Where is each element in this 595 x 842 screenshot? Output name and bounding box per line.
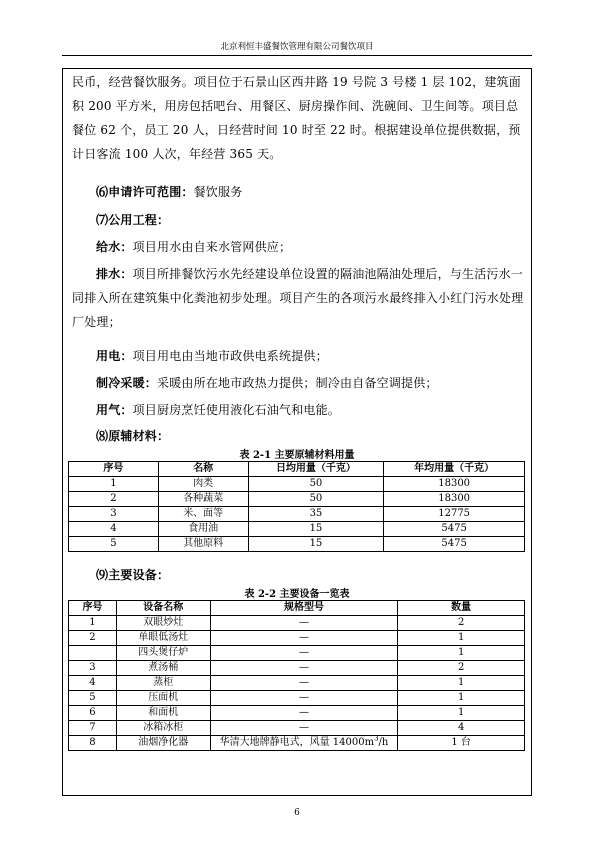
table-cell: 4 — [69, 676, 117, 691]
table-row — [69, 706, 525, 721]
table-cell: 3 — [69, 507, 159, 522]
header-rule — [62, 55, 532, 56]
equipment-label: ⑼主要设备： — [96, 568, 170, 582]
hvac — [72, 371, 524, 395]
table-cell: 18300 — [384, 477, 525, 492]
table-row — [69, 537, 525, 552]
table2-header-cell: 设备名称 — [116, 601, 210, 616]
table-cell: 食用油 — [158, 522, 248, 537]
table-cell: 5 — [69, 691, 117, 706]
drainage-text: 项目所排餐饮污水先经建设单位设置的隔油池隔油处理后，与生活污水一同排入所在建筑集中化粪池初步处理。项目产生的各项污水最终排入小红门污水处理厂处理； — [72, 267, 524, 329]
materials-table — [68, 461, 525, 552]
hvac-text: 采暖由所在地市政热力提供；制冷由自备空调提供； — [157, 376, 438, 390]
table2-caption: 表 2-2 主要设备一览表 — [244, 589, 350, 600]
table-cell: 8 — [69, 736, 117, 751]
table-row — [69, 522, 525, 537]
table-cell: — — [210, 691, 398, 706]
table-cell: 1 — [69, 616, 117, 631]
table-cell: 50 — [248, 492, 384, 507]
scope-text: 餐饮服务 — [193, 185, 243, 199]
table-cell: 15 — [248, 537, 384, 552]
power-text: 项目用电由当地市政供电系统提供； — [132, 349, 328, 363]
hvac-label: 制冷采暖： — [96, 376, 158, 390]
table-cell: 双眼炒灶 — [116, 616, 210, 631]
table-cell: 1 — [69, 477, 159, 492]
table1-header-row — [69, 462, 525, 477]
power-label: 用电： — [96, 349, 133, 363]
gas — [72, 398, 524, 422]
table-cell: — — [210, 676, 398, 691]
water-supply-label: 给水： — [96, 240, 133, 254]
section-equipment — [72, 563, 524, 587]
table-row — [69, 616, 525, 631]
table-row — [69, 631, 525, 646]
table-cell: 冰箱冰柜 — [116, 721, 210, 736]
table-cell: 煮汤桶 — [116, 661, 210, 676]
gas-text: 项目厨房烹饪使用液化石油气和电能。 — [132, 403, 341, 417]
table-cell: 各种蔬菜 — [158, 492, 248, 507]
table-row — [69, 721, 525, 736]
table-cell: 2 — [398, 616, 525, 631]
water-supply — [72, 235, 524, 259]
table-cell: 4 — [398, 721, 525, 736]
table-cell: 蒸柜 — [116, 676, 210, 691]
table-cell: 1 — [398, 706, 525, 721]
table1-header-cell: 序号 — [69, 462, 159, 477]
table-cell: 4 — [69, 522, 159, 537]
table2-header-cell: 规格型号 — [210, 601, 398, 616]
table-cell: 和面机 — [116, 706, 210, 721]
spec-text: 华清大地牌静电式，风量 14000m — [219, 737, 375, 748]
table-cell: 压面机 — [116, 691, 210, 706]
table-cell: 2 — [398, 661, 525, 676]
table-cell: 18300 — [384, 492, 525, 507]
drainage — [72, 262, 524, 334]
section-utilities — [72, 208, 524, 232]
table-cell: — — [210, 661, 398, 676]
table-cell: — — [210, 721, 398, 736]
table-cell: 2 — [69, 631, 117, 646]
table-cell: 肉类 — [158, 477, 248, 492]
scope-label: ⑹申请许可范围： — [96, 185, 194, 199]
table-cell — [69, 646, 117, 661]
table-cell: 15 — [248, 522, 384, 537]
table-cell: 5475 — [384, 522, 525, 537]
power — [72, 344, 524, 368]
table1-caption: 表 2-1 主要原辅材料用量 — [239, 450, 355, 461]
table-cell: 米、面等 — [158, 507, 248, 522]
table-cell: 其他原料 — [158, 537, 248, 552]
table1-header-cell: 名称 — [158, 462, 248, 477]
table-cell: 5475 — [384, 537, 525, 552]
table1-header-cell: 日均用量（千克） — [248, 462, 384, 477]
table-cell: 1 — [398, 646, 525, 661]
table-row — [69, 477, 525, 492]
table2-header-cell: 序号 — [69, 601, 117, 616]
table-cell: 3 — [69, 661, 117, 676]
table-cell: 1 — [398, 631, 525, 646]
table-cell: 1 台 — [398, 736, 525, 751]
table-cell: 单眼低汤灶 — [116, 631, 210, 646]
running-header: 北京利恒丰盛餐饮管理有限公司餐饮项目 — [220, 42, 374, 52]
table-cell: — — [210, 706, 398, 721]
table-cell: 四头煲仔炉 — [116, 646, 210, 661]
table-row — [69, 492, 525, 507]
table-cell: 2 — [69, 492, 159, 507]
table-cell: 1 — [398, 691, 525, 706]
table-cell: 7 — [69, 721, 117, 736]
table2-header-row — [69, 601, 525, 616]
drainage-label: 排水： — [96, 267, 133, 281]
page-number: 6 — [294, 808, 300, 818]
section-materials — [72, 424, 524, 448]
section-scope — [72, 180, 524, 204]
table-row — [69, 676, 525, 691]
spec-unit: /h — [378, 737, 389, 748]
utilities-label: ⑺公用工程： — [96, 213, 170, 227]
table-cell: 5 — [69, 537, 159, 552]
table-cell: 油烟净化器 — [116, 736, 210, 751]
materials-label: ⑻原辅材料： — [96, 429, 170, 443]
table-cell: 50 — [248, 477, 384, 492]
spec-superscript: 3 — [374, 734, 379, 743]
table-cell: 1 — [398, 676, 525, 691]
table-cell: 12775 — [384, 507, 525, 522]
table-row — [69, 691, 525, 706]
table2-header-cell: 数量 — [398, 601, 525, 616]
table-cell: — — [210, 646, 398, 661]
table1-header-cell: 年均用量（千克） — [384, 462, 525, 477]
gas-label: 用气： — [96, 403, 133, 417]
table-cell: 6 — [69, 706, 117, 721]
table-row — [69, 507, 525, 522]
table-row — [69, 646, 525, 661]
water-supply-text: 项目用水由自来水管网供应； — [132, 240, 292, 254]
table-row — [69, 736, 525, 751]
equipment-table — [68, 600, 525, 751]
table-row — [69, 661, 525, 676]
table-cell: — — [210, 616, 398, 631]
paragraph-project-overview: 民币，经营餐饮服务。项目位于石景山区西井路 19 号院 3 号楼 1 层 102，建筑面积 200 平方米，用房包括吧台、用餐区、厨房操作间、洗碗间、卫生间等。项目总餐位 62 个，员工 20 人，日经营时间 10 时至 22 时。根据建设单位提供数据，预计日客流 100 人次，年经营 365 天。 — [72, 75, 521, 161]
table-cell — [210, 736, 398, 751]
table-cell: — — [210, 631, 398, 646]
table-cell: 35 — [248, 507, 384, 522]
